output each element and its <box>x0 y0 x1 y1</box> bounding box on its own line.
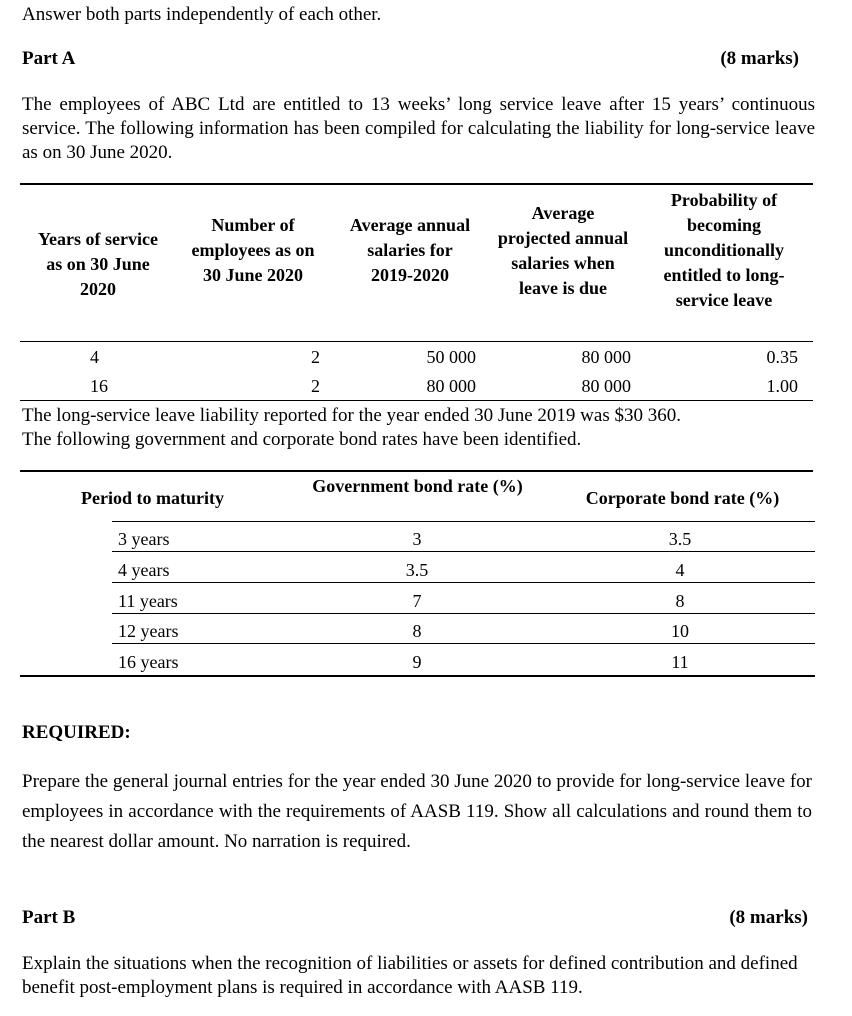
table1-cell: 80 000 <box>581 347 631 367</box>
table2-cell: 3.5 <box>668 529 692 549</box>
required-text: Prepare the general journal entries for the year ended 30 June 2020 to provide for long-service leave for employees in accordance with the requirements of AASB 119. Show all calculations and round them to the nearest dollar amount. No narration is required. <box>22 771 812 852</box>
table2-row-rule <box>112 582 815 583</box>
intro-text: Answer both parts independently of each other. <box>22 4 382 25</box>
required-title: REQUIRED: <box>22 722 131 743</box>
table2-bottom-rule <box>20 675 815 677</box>
table2-cell: 3 <box>412 529 422 549</box>
table2-cell: 8 <box>412 621 422 641</box>
table1-cell: 0.35 <box>766 347 798 367</box>
table2-cell: 9 <box>412 652 422 672</box>
part-b-text: Explain the situations when the recognition of liabilities or assets for defined contribution and defined benefit post-employment plans is required in accordance with AASB 119. <box>22 953 798 998</box>
table1-cell: 4 <box>90 347 99 367</box>
part-a-paragraph: The employees of ABC Ltd are entitled to 13 weeks’ long service leave after 15 years’ continuous service. The following information has been compiled for calculating the liability for long-service leave as on 30 June 2020. <box>22 94 815 163</box>
table1-header-employees: Number of employees as on 30 June 2020 <box>191 215 315 285</box>
table2-header-rule <box>112 521 815 522</box>
table1-cell: 1.00 <box>766 376 798 396</box>
table2-header-gov-rate: Government bond rate (%) <box>312 476 523 496</box>
table1-header-projected-salary: Average projected annual salaries when leave is due <box>497 203 629 298</box>
table2-cell: 8 <box>675 591 685 611</box>
part-a-title: Part A <box>22 48 76 69</box>
table2-top-rule <box>20 470 813 472</box>
table2-cell: 10 <box>671 621 689 641</box>
table2-row-rule <box>112 551 815 552</box>
table2-cell: 11 <box>671 652 689 672</box>
table2-cell: 16 years <box>118 652 179 672</box>
bond-rates-intro: The following government and corporate bond rates have been identified. <box>22 429 582 450</box>
table1-cell: 50 000 <box>426 347 476 367</box>
table1-cell: 2 <box>311 347 320 367</box>
table2-cell: 3.5 <box>405 560 429 580</box>
prior-liability-text: The long-service leave liability reported for the year ended 30 June 2019 was $30 360. <box>22 405 681 426</box>
table1-top-rule <box>20 183 813 185</box>
table1-header-avg-salary: Average annual salaries for 2019-2020 <box>349 215 471 285</box>
part-b-title: Part B <box>22 907 76 928</box>
table2-cell: 7 <box>412 591 422 611</box>
table2-cell: 12 years <box>118 621 179 641</box>
table2-row-rule <box>112 643 815 644</box>
table2-header-corp-rate: Corporate bond rate (%) <box>585 488 780 508</box>
part-a-marks: (8 marks) <box>720 48 799 69</box>
table2-row-rule <box>112 613 815 614</box>
table2-cell: 4 <box>675 560 685 580</box>
table2-cell: 3 years <box>118 529 170 549</box>
table1-cell: 16 <box>90 376 108 396</box>
table2-cell: 11 years <box>118 591 178 611</box>
table1-bottom-rule <box>20 400 813 401</box>
table1-header-rule <box>20 341 813 342</box>
table1-cell: 80 000 <box>426 376 476 396</box>
table1-cell: 80 000 <box>581 376 631 396</box>
table2-cell: 4 years <box>118 560 170 580</box>
table1-header-years: Years of service as on 30 June 2020 <box>38 229 158 299</box>
table2-header-period: Period to maturity <box>81 488 224 508</box>
table1-header-probability: Probability of becoming unconditionally entitled to long-service leave <box>663 190 785 310</box>
table1-cell: 2 <box>311 376 320 396</box>
part-b-marks: (8 marks) <box>729 907 808 928</box>
paragraph-2 <box>22 404 681 452</box>
